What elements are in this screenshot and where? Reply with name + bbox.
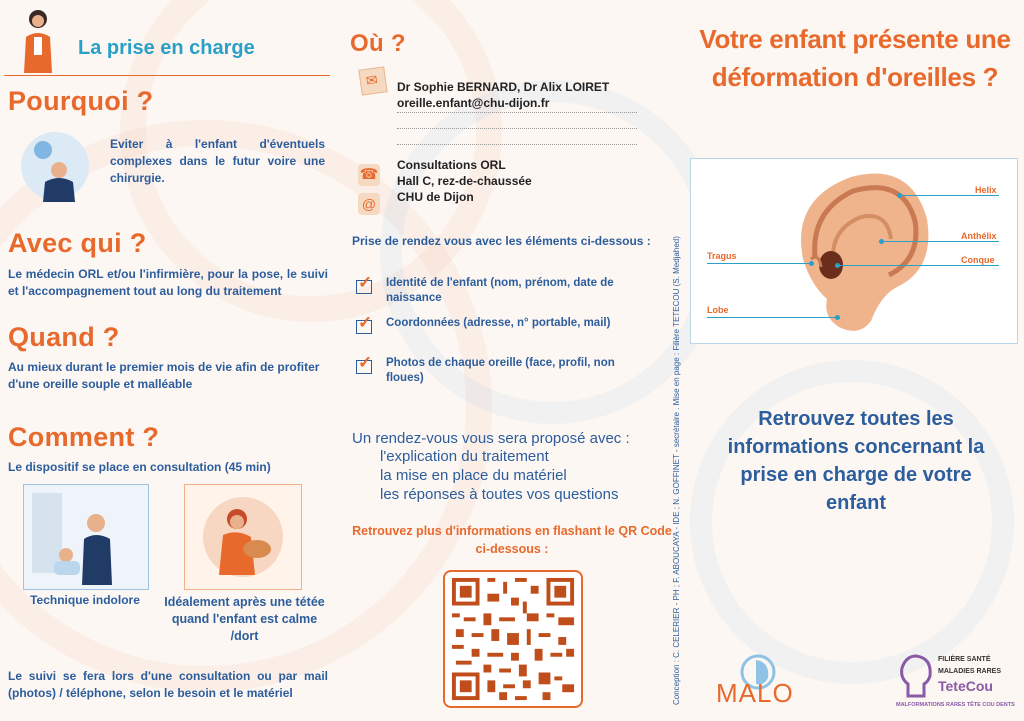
main-title: Votre enfant présente une déformation d'oreilles ? [699,24,1011,92]
doctor-illustration [15,128,95,202]
ou-title: Où ? [350,30,406,57]
ear-pointer [837,265,999,266]
qr-text: Retrouvez plus d'informations en flashant le QR Code ci-dessous : [352,524,672,556]
caption-technique: Technique indolore [30,593,140,607]
consultation-illustration [23,484,149,590]
ear-label-helix: Helix [975,185,997,195]
dotted-line [397,144,637,146]
ear-pointer [899,195,999,196]
checklist-item: Identité de l'enfant (nom, prénom, date de naissance [386,277,614,304]
checklist-item: Photos de chaque oreille (face, profil, non floues) [386,357,615,384]
ear-pointer-dot [835,263,840,268]
note-icon: ✉ [358,66,387,95]
caption-tetee: Idéalement après une tétée quand l'enfant est calme /dort [164,595,325,643]
ear-pointer [881,241,999,242]
ear-pointer-dot [835,315,840,320]
quand-text: Au mieux durant le premier mois de vie afin de profiter d'une oreille souple et malléable [8,360,320,391]
address-line-1: Consultations ORL [397,158,506,172]
qr-code[interactable] [443,570,583,708]
ear-pointer [707,317,837,318]
phone-icon: ☎ [358,164,380,186]
address-line-3: CHU de Dijon [397,190,474,204]
quand-title: Quand ? [8,322,120,352]
ear-pointer-dot [897,193,902,198]
info-text: Retrouvez toutes les informations concernant la prise en charge de votre enfant [727,408,985,514]
ear-pointer [707,263,811,264]
divider [4,75,330,76]
ear-pointer-dot [809,261,814,266]
ear-label-anthelix: Anthélix [961,231,997,241]
dotted-line [397,112,637,114]
comment-text: Le dispositif se place en consultation (45 min) [8,460,271,474]
rdv-title: Prise de rendez vous avec les éléments ci-dessous : [352,234,651,248]
avec-qui-text: Le médecin ORL et/ou l'infirmière, pour la pose, le suivi et l'accompagnement tout au long du traitement [8,267,328,298]
ear-label-lobe: Lobe [707,305,729,315]
checklist-item: Coordonnées (adresse, n° portable, mail) [386,317,611,329]
pourquoi-text: Eviter à l'enfant d'éventuels complexes dans le futur voire une chirurgie. [110,137,325,185]
comment-title: Comment ? [8,422,160,452]
email-address[interactable]: oreille.enfant@chu-dijon.fr [397,96,550,110]
checkbox-icon [356,280,372,294]
doctors-names: Dr Sophie BERNARD, Dr Alix LOIRET [397,80,610,94]
proposal-item: l'explication du traitement [380,448,549,465]
ear-pointer-dot [879,239,884,244]
address-line-2: Hall C, rez-de-chaussée [397,174,532,188]
credits-text: Conception : C. CELERIER - PH ; F. ABOUCAYA - IDE ; N. GOFFINET - secrétaire . Mise en page : Filière TETECOU (S. Medjahed) [672,236,681,705]
nurse-illustration [14,5,62,73]
proposal-item: les réponses à toutes vos questions [380,486,619,503]
pourquoi-title: Pourquoi ? [8,86,154,116]
proposal-item: la mise en place du matériel [380,467,567,484]
ear-label-conque: Conque [961,255,995,265]
avec-qui-title: Avec qui ? [8,228,147,258]
filiere-tetecou-logo: FILIÈRE SANTÉ MALADIES RARES TeteCou MALFORMATIONS RARES TÊTE COU DENTS [896,656,1015,708]
malo-logo: MALO [716,650,786,710]
dotted-line [397,128,637,130]
feeding-illustration [184,484,302,590]
proposal-title: Un rendez-vous vous sera proposé avec : [352,430,630,447]
checkbox-icon [356,320,372,334]
checkbox-icon [356,360,372,374]
ear-label-tragus: Tragus [707,251,737,261]
section-header: La prise en charge [78,37,255,59]
suivi-text: Le suivi se fera lors d'une consultation ou par mail (photos) / téléphone, selon le besoin et le matériel [8,669,328,700]
ear-diagram [690,158,1018,344]
at-icon: @ [358,193,380,215]
